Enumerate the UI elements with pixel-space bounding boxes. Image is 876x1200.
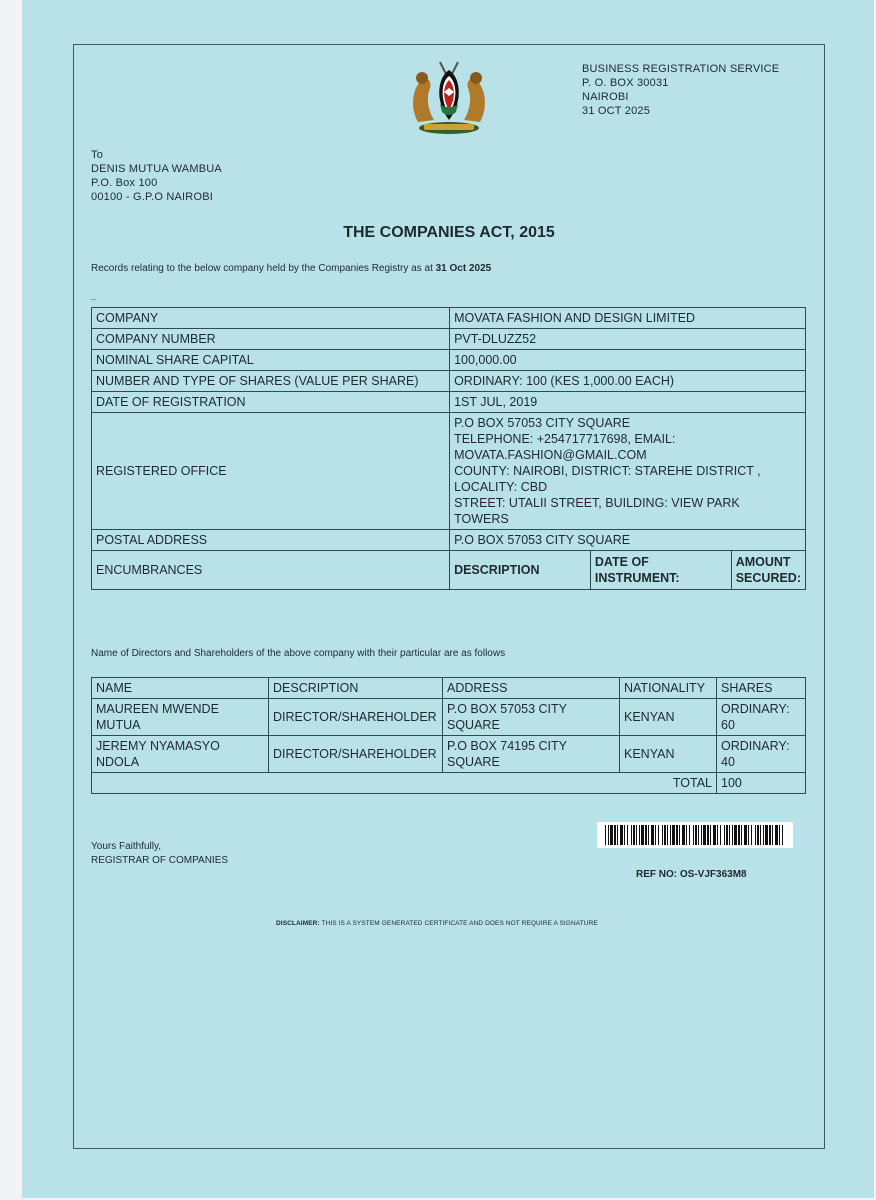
barcode-bar xyxy=(724,825,725,845)
barcode-bar xyxy=(641,825,644,845)
closing-line1: Yours Faithfully, xyxy=(91,841,162,852)
office-line: P.O BOX 57053 CITY SQUARE xyxy=(454,416,631,430)
kenya-coat-of-arms-icon xyxy=(404,58,494,138)
intro-date: 31 Oct 2025 xyxy=(435,263,492,274)
sender-line2: P. O. BOX 30031 xyxy=(582,77,669,89)
barcode-bar xyxy=(760,825,761,845)
company-label: COMPANY xyxy=(92,308,450,329)
header-address: ADDRESS xyxy=(443,678,620,699)
director-shares: ORDINARY: 40 xyxy=(717,736,806,773)
barcode-bar xyxy=(751,825,752,845)
barcode-bar xyxy=(662,825,663,845)
barcode-bar xyxy=(645,825,647,845)
office-value xyxy=(450,413,806,530)
barcode-bar xyxy=(679,825,680,845)
barcode-bar xyxy=(775,825,778,845)
table-header-row xyxy=(92,678,806,699)
barcode-bar xyxy=(744,825,747,845)
director-address: P.O BOX 74195 CITY SQUARE xyxy=(443,736,620,773)
table-row xyxy=(92,350,806,371)
barcode-bar xyxy=(734,825,737,845)
document-title: THE COMPANIES ACT, 2015 xyxy=(343,224,555,241)
disclaimer-label: DISCLAIMER: xyxy=(276,920,320,927)
company-number-value: PVT-DLUZZ52 xyxy=(450,329,806,350)
header-description: DESCRIPTION xyxy=(269,678,443,699)
barcode-bar xyxy=(664,825,666,845)
director-shares: ORDINARY: 60 xyxy=(717,699,806,736)
table-row xyxy=(92,551,806,590)
barcode-bar xyxy=(701,825,702,845)
office-line: STREET: UTALII STREET, BUILDING: VIEW PARK xyxy=(454,496,740,510)
barcode-bar xyxy=(689,825,690,845)
barcode-bar xyxy=(713,825,716,845)
barcode-bar xyxy=(741,825,742,845)
office-line: COUNTY: NAIROBI, DISTRICT: STAREHE DISTRICT , xyxy=(454,464,761,478)
barcode-bar xyxy=(676,825,678,845)
intro-text xyxy=(91,263,491,274)
table-row xyxy=(92,329,806,350)
barcode-bar xyxy=(763,825,764,845)
encumbrance-date-header: DATE OF INSTRUMENT: xyxy=(590,551,731,590)
company-value: MOVATA FASHION AND DESIGN LIMITED xyxy=(450,308,806,329)
barcode-bar xyxy=(620,825,623,845)
barcode-bar xyxy=(703,825,706,845)
barcode-bar xyxy=(610,825,613,845)
sender-line3: NAIROBI xyxy=(582,91,629,103)
directors-intro: Name of Directors and Shareholders of the above company with their particular are as follows xyxy=(91,648,506,659)
director-nationality: KENYAN xyxy=(620,699,717,736)
recipient-city: 00100 - G.P.O NAIROBI xyxy=(91,191,213,203)
postal-label: POSTAL ADDRESS xyxy=(92,530,450,551)
barcode-bar xyxy=(624,825,625,845)
barcode-bar xyxy=(633,825,635,845)
company-details-table xyxy=(91,307,806,590)
barcode-bar xyxy=(729,825,730,845)
disclaimer-text: THIS IS A SYSTEM GENERATED CERTIFICATE AND DOES NOT REQUIRE A SIGNATURE xyxy=(319,920,598,927)
table-row xyxy=(92,530,806,551)
barcode-bar xyxy=(765,825,768,845)
barcode-bar xyxy=(627,825,628,845)
barcode-bar xyxy=(720,825,721,845)
encumbrance-amount-header: AMOUNT SECURED: xyxy=(731,551,805,590)
total-row xyxy=(92,773,806,794)
reg-date-value: 1ST JUL, 2019 xyxy=(450,392,806,413)
table-row xyxy=(92,736,806,773)
barcode-bar xyxy=(782,825,783,845)
barcode-bar xyxy=(732,825,733,845)
sender-address xyxy=(582,62,779,118)
recipient-address xyxy=(91,148,222,204)
office-line: TELEPHONE: +254717717698, EMAIL: xyxy=(454,432,676,446)
recipient-box: P.O. Box 100 xyxy=(91,177,158,189)
reg-date-label: DATE OF REGISTRATION xyxy=(92,392,450,413)
office-line: MOVATA.FASHION@GMAIL.COM xyxy=(454,448,647,462)
barcode-bar xyxy=(693,825,694,845)
barcode-bar xyxy=(772,825,773,845)
barcode-bar xyxy=(717,825,718,845)
disclaimer xyxy=(276,920,598,927)
barcode-bar xyxy=(757,825,759,845)
director-nationality: KENYAN xyxy=(620,736,717,773)
director-address: P.O BOX 57053 CITY SQUARE xyxy=(443,699,620,736)
barcode-bar xyxy=(710,825,711,845)
barcode-icon xyxy=(597,822,793,848)
shares-label: NUMBER AND TYPE OF SHARES (VALUE PER SHARE) xyxy=(92,371,450,392)
recipient-name: DENIS MUTUA WAMBUA xyxy=(91,163,222,175)
barcode-bars xyxy=(597,822,793,848)
barcode-bar xyxy=(698,825,699,845)
encumbrances-label: ENCUMBRANCES xyxy=(92,551,450,590)
table-row xyxy=(92,392,806,413)
capital-label: NOMINAL SHARE CAPITAL xyxy=(92,350,450,371)
office-line: LOCALITY: CBD xyxy=(454,480,548,494)
table-row xyxy=(92,371,806,392)
directors-table xyxy=(91,677,806,794)
intro-body: Records relating to the below company held by the Companies Registry as at xyxy=(91,263,436,274)
barcode-bar xyxy=(738,825,740,845)
barcode-bar xyxy=(608,825,609,845)
total-value: 100 xyxy=(717,773,806,794)
barcode-bar xyxy=(707,825,709,845)
barcode-bar xyxy=(639,825,640,845)
office-label: REGISTERED OFFICE xyxy=(92,413,450,530)
barcode-bar xyxy=(695,825,697,845)
shares-value: ORDINARY: 100 (KES 1,000.00 EACH) xyxy=(450,371,806,392)
director-description: DIRECTOR/SHAREHOLDER xyxy=(269,699,443,736)
reference-number: REF NO: OS-VJF363M8 xyxy=(636,869,747,880)
table-row xyxy=(92,413,806,530)
closing-line2: REGISTRAR OF COMPANIES xyxy=(91,855,229,866)
closing xyxy=(91,840,228,868)
barcode-bar xyxy=(755,825,756,845)
header-shares: SHARES xyxy=(717,678,806,699)
separator-dots: .. xyxy=(91,292,97,302)
barcode-bar xyxy=(631,825,632,845)
barcode-bar xyxy=(726,825,728,845)
barcode-bar xyxy=(614,825,616,845)
barcode-bar xyxy=(686,825,687,845)
director-name: JEREMY NYAMASYO NDOLA xyxy=(92,736,269,773)
barcode-bar xyxy=(667,825,668,845)
sender-line1: BUSINESS REGISTRATION SERVICE xyxy=(582,63,780,75)
sender-date: 31 OCT 2025 xyxy=(582,105,651,117)
barcode-bar xyxy=(655,825,656,845)
barcode-bar xyxy=(617,825,618,845)
encumbrance-description-header: DESCRIPTION xyxy=(450,551,591,590)
director-name: MAUREEN MWENDE MUTUA xyxy=(92,699,269,736)
barcode-bar xyxy=(769,825,771,845)
recipient-to: To xyxy=(91,149,104,161)
office-line: TOWERS xyxy=(454,512,509,526)
table-row xyxy=(92,308,806,329)
barcode-bar xyxy=(651,825,654,845)
barcode-bar xyxy=(748,825,749,845)
capital-value: 100,000.00 xyxy=(450,350,806,371)
company-number-label: COMPANY NUMBER xyxy=(92,329,450,350)
header-nationality: NATIONALITY xyxy=(620,678,717,699)
table-row xyxy=(92,699,806,736)
barcode-bar xyxy=(672,825,675,845)
barcode-bar xyxy=(648,825,649,845)
barcode-bar xyxy=(658,825,659,845)
postal-value: P.O BOX 57053 CITY SQUARE xyxy=(450,530,806,551)
total-label: TOTAL xyxy=(92,773,717,794)
barcode-bar xyxy=(779,825,780,845)
barcode-bar xyxy=(636,825,637,845)
barcode-bar xyxy=(682,825,685,845)
certificate-frame xyxy=(73,44,825,1149)
barcode-bar xyxy=(670,825,671,845)
barcode-bar xyxy=(605,825,606,845)
header-name: NAME xyxy=(92,678,269,699)
director-description: DIRECTOR/SHAREHOLDER xyxy=(269,736,443,773)
